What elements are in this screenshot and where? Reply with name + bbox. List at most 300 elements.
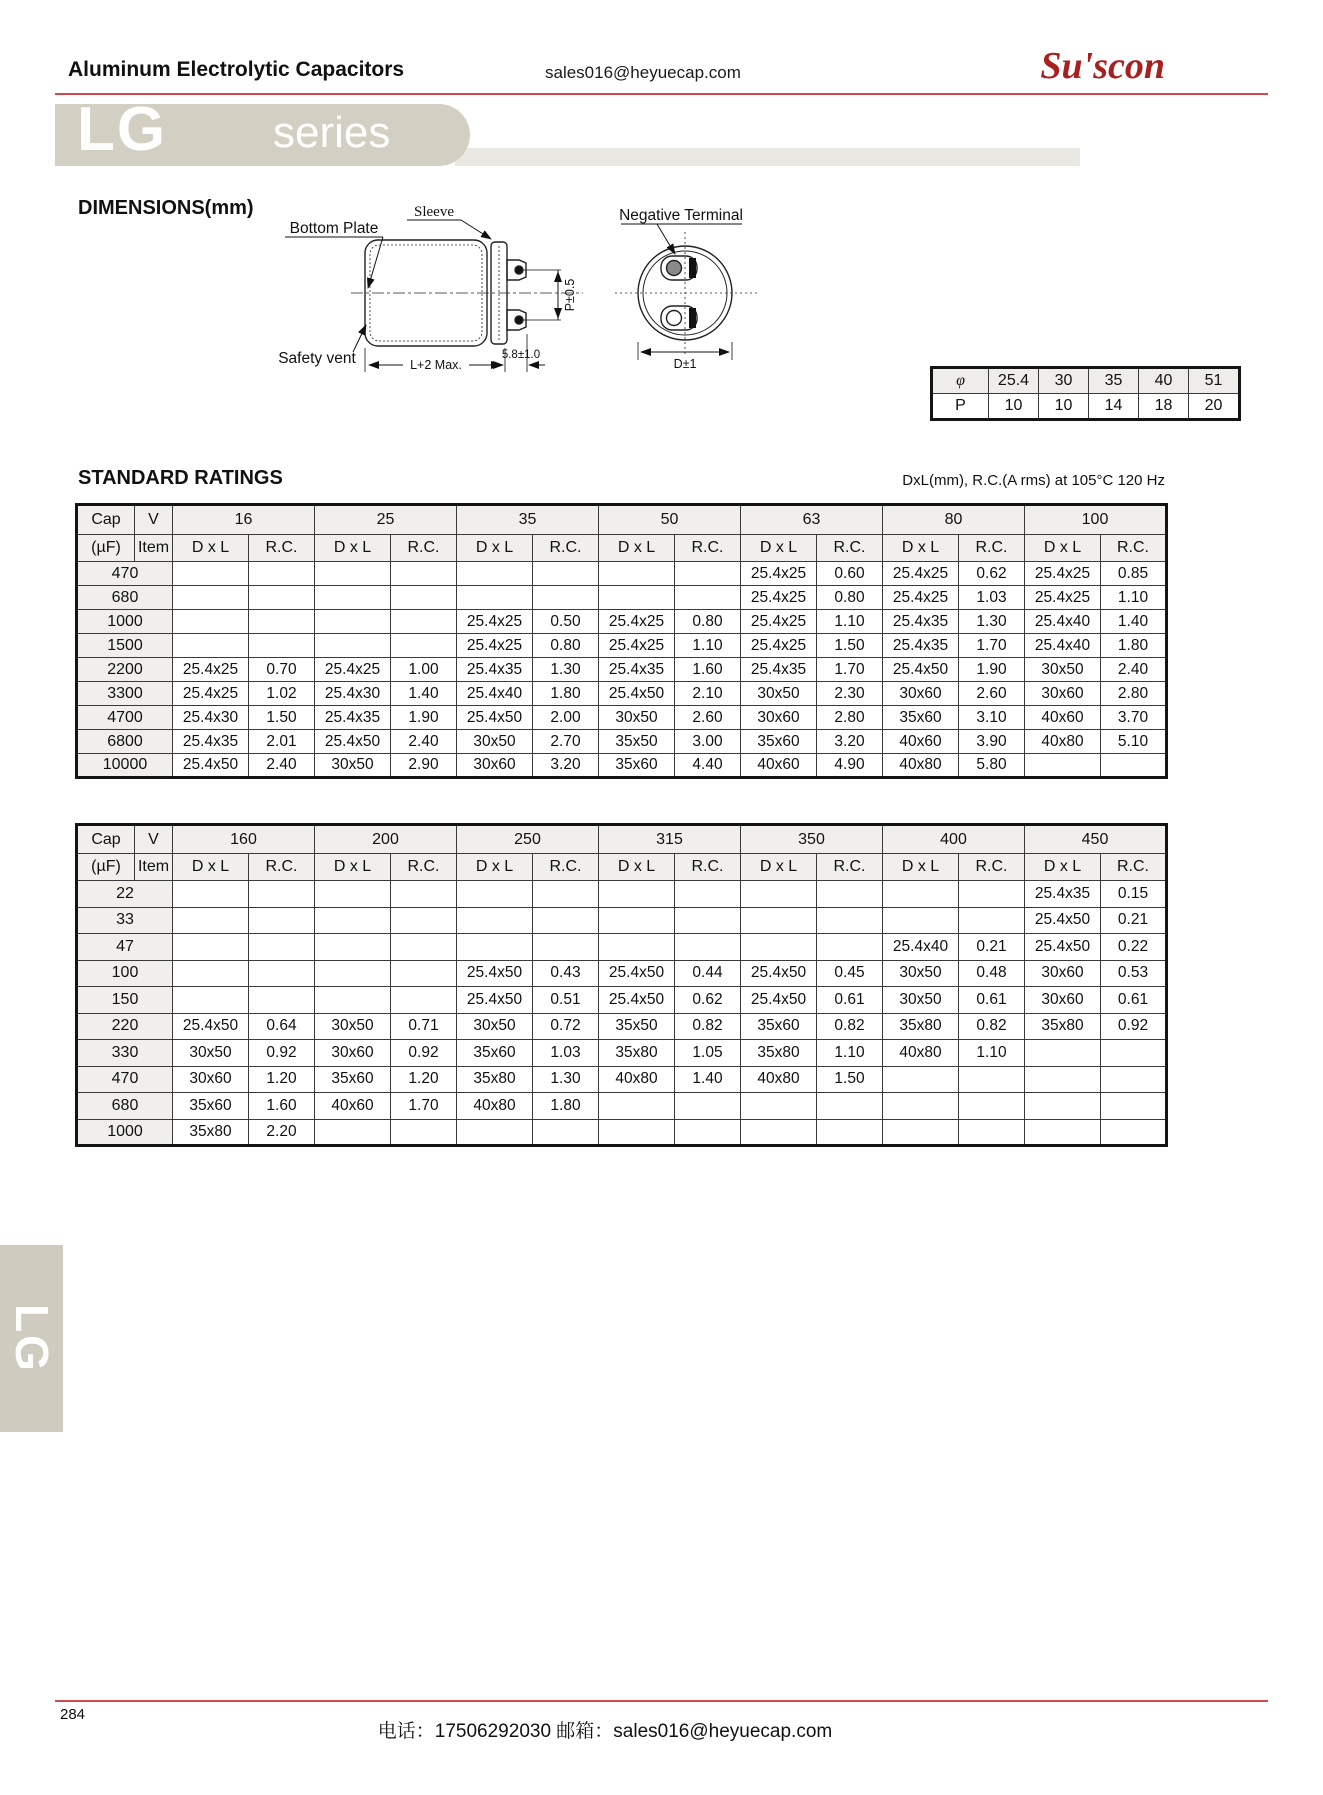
cap-value: 6800 — [77, 730, 173, 754]
rc-value — [249, 586, 315, 610]
table-row — [77, 682, 1167, 706]
rc-value: 0.43 — [533, 960, 599, 987]
diameter-dim-label: D±1 — [673, 357, 697, 371]
dxl-value: 30x60 — [883, 682, 959, 706]
dxl-value: 30x60 — [1025, 960, 1101, 987]
dxl-value: 35x60 — [741, 1013, 817, 1040]
rc-value: 0.60 — [817, 562, 883, 586]
rc-header: R.C. — [817, 535, 883, 562]
cap-value: 3300 — [77, 682, 173, 706]
rc-value — [391, 881, 457, 908]
dxl-value: 25.4x40 — [1025, 610, 1101, 634]
dxl-value — [1025, 754, 1101, 778]
dxl-value — [315, 634, 391, 658]
table-row — [77, 1013, 1167, 1040]
cap-value: 47 — [77, 934, 173, 961]
dxl-value: 40x80 — [883, 754, 959, 778]
rc-value: 1.03 — [533, 1040, 599, 1067]
dxl-value: 30x50 — [457, 1013, 533, 1040]
rc-value: 2.01 — [249, 730, 315, 754]
dxl-value: 25.4x50 — [741, 987, 817, 1014]
rc-header: R.C. — [817, 854, 883, 881]
dxl-value: 30x50 — [173, 1040, 249, 1067]
dxl-value: 25.4x50 — [599, 960, 675, 987]
rc-value: 0.61 — [1101, 987, 1167, 1014]
rc-value: 1.20 — [391, 1066, 457, 1093]
dxl-value: 25.4x25 — [883, 586, 959, 610]
rc-value: 3.20 — [533, 754, 599, 778]
rc-value: 1.60 — [675, 658, 741, 682]
dxl-value: 25.4x25 — [1025, 562, 1101, 586]
dxl-value: 30x60 — [315, 1040, 391, 1067]
dxl-value — [599, 1093, 675, 1120]
dxl-value — [457, 907, 533, 934]
dxl-value — [315, 881, 391, 908]
dxl-value: 30x60 — [1025, 987, 1101, 1014]
dxl-value: 30x60 — [741, 706, 817, 730]
rc-value — [817, 881, 883, 908]
dxl-value — [741, 1093, 817, 1120]
dxl-value: 35x50 — [599, 730, 675, 754]
dxl-value: 35x80 — [741, 1040, 817, 1067]
rc-header: R.C. — [1101, 854, 1167, 881]
ratings-table-high-voltage — [75, 823, 1168, 1147]
phi-value: 10 — [989, 394, 1039, 420]
rc-value — [1101, 1066, 1167, 1093]
rc-value: 4.40 — [675, 754, 741, 778]
rc-value: 2.10 — [675, 682, 741, 706]
dxl-header: D x L — [173, 854, 249, 881]
bottom-plate-label: Bottom Plate — [289, 220, 379, 237]
rc-value — [249, 610, 315, 634]
rc-value — [391, 610, 457, 634]
cap-value: 4700 — [77, 706, 173, 730]
rc-value — [817, 934, 883, 961]
dxl-value — [315, 562, 391, 586]
rc-header: R.C. — [391, 854, 457, 881]
rc-value: 0.82 — [817, 1013, 883, 1040]
banner-strip — [455, 148, 1080, 166]
dxl-value: 25.4x40 — [883, 934, 959, 961]
rc-header: R.C. — [391, 535, 457, 562]
rc-value: 2.20 — [249, 1119, 315, 1146]
rc-value: 1.30 — [959, 610, 1025, 634]
phi-table-row — [932, 394, 1240, 420]
dxl-value: 25.4x35 — [599, 658, 675, 682]
series-side-tab — [0, 1245, 63, 1432]
ratings-note: DxL(mm), R.C.(A rms) at 105°C 120 Hz — [902, 472, 1165, 489]
dxl-value — [457, 1119, 533, 1146]
dxl-value: 25.4x50 — [741, 960, 817, 987]
dxl-value: 25.4x50 — [457, 987, 533, 1014]
rc-value: 2.40 — [1101, 658, 1167, 682]
dxl-value: 40x60 — [741, 754, 817, 778]
rc-value: 3.20 — [817, 730, 883, 754]
table-row — [77, 1119, 1167, 1146]
rc-value: 2.60 — [959, 682, 1025, 706]
table-row — [77, 1040, 1167, 1067]
dxl-value: 35x80 — [599, 1040, 675, 1067]
dxl-value: 25.4x35 — [1025, 881, 1101, 908]
table-row — [77, 658, 1167, 682]
header-row — [77, 505, 1167, 535]
dxl-value: 25.4x25 — [741, 586, 817, 610]
dxl-value: 30x50 — [315, 1013, 391, 1040]
cap-value: 680 — [77, 1093, 173, 1120]
dxl-value: 35x60 — [741, 730, 817, 754]
series-banner — [55, 95, 470, 166]
dxl-value: 35x50 — [599, 1013, 675, 1040]
dxl-value — [599, 934, 675, 961]
dxl-value: 25.4x40 — [457, 682, 533, 706]
dxl-header: D x L — [173, 535, 249, 562]
dxl-header: D x L — [1025, 854, 1101, 881]
dxl-value: 30x50 — [741, 682, 817, 706]
rc-value: 1.70 — [817, 658, 883, 682]
voltage-header: 25 — [315, 505, 457, 535]
dxl-value: 25.4x30 — [315, 682, 391, 706]
rc-value: 0.51 — [533, 987, 599, 1014]
dxl-value — [173, 562, 249, 586]
cap-value: 1000 — [77, 610, 173, 634]
dimensions-heading: DIMENSIONS(mm) — [78, 197, 254, 219]
cap-value: 680 — [77, 586, 173, 610]
voltage-header: 63 — [741, 505, 883, 535]
rc-value: 2.40 — [249, 754, 315, 778]
table-row — [77, 1093, 1167, 1120]
rc-value: 1.70 — [391, 1093, 457, 1120]
dxl-value: 30x60 — [173, 1066, 249, 1093]
cap-value: 150 — [77, 987, 173, 1014]
dxl-value: 25.4x35 — [883, 610, 959, 634]
rc-value — [1101, 754, 1167, 778]
rc-value: 1.10 — [817, 610, 883, 634]
rc-value: 0.48 — [959, 960, 1025, 987]
length-dim-label: L+2 Max. — [410, 358, 462, 372]
phi-value: 18 — [1139, 394, 1189, 420]
cap-value: 470 — [77, 1066, 173, 1093]
dxl-value — [741, 907, 817, 934]
rc-value — [533, 881, 599, 908]
voltage-header: 50 — [599, 505, 741, 535]
dxl-value — [173, 987, 249, 1014]
rc-value — [391, 934, 457, 961]
dxl-value: 25.4x30 — [173, 706, 249, 730]
dxl-value: 30x50 — [457, 730, 533, 754]
table-row — [77, 934, 1167, 961]
rc-value — [249, 881, 315, 908]
rc-value — [533, 586, 599, 610]
dxl-value — [315, 610, 391, 634]
dxl-value: 35x60 — [599, 754, 675, 778]
rc-value: 1.10 — [1101, 586, 1167, 610]
dxl-value: 40x60 — [1025, 706, 1101, 730]
dxl-header: D x L — [883, 535, 959, 562]
rc-value — [675, 562, 741, 586]
dxl-value — [173, 634, 249, 658]
dxl-value: 25.4x50 — [315, 730, 391, 754]
rc-value: 0.62 — [959, 562, 1025, 586]
rc-value — [249, 987, 315, 1014]
rc-value: 1.00 — [391, 658, 457, 682]
rc-value: 1.90 — [959, 658, 1025, 682]
dxl-value: 35x60 — [457, 1040, 533, 1067]
rc-value: 1.40 — [391, 682, 457, 706]
dxl-value: 25.4x25 — [457, 610, 533, 634]
cap-value: 22 — [77, 881, 173, 908]
dxl-header: D x L — [741, 854, 817, 881]
rc-value — [675, 907, 741, 934]
dxl-value: 25.4x25 — [173, 658, 249, 682]
dxl-value: 25.4x50 — [457, 960, 533, 987]
header-row — [77, 854, 1167, 881]
rc-value: 1.60 — [249, 1093, 315, 1120]
rc-value — [675, 586, 741, 610]
rc-value — [675, 1093, 741, 1120]
rc-value — [675, 881, 741, 908]
rc-value — [533, 934, 599, 961]
negative-terminal-label: Negative Terminal — [619, 207, 743, 224]
rc-value — [959, 1119, 1025, 1146]
dxl-value: 40x80 — [599, 1066, 675, 1093]
dxl-header: D x L — [599, 854, 675, 881]
rc-value: 5.80 — [959, 754, 1025, 778]
rc-value: 0.71 — [391, 1013, 457, 1040]
rc-value: 4.90 — [817, 754, 883, 778]
cap-value: 330 — [77, 1040, 173, 1067]
table-row — [77, 730, 1167, 754]
dxl-value — [173, 934, 249, 961]
dxl-value — [457, 586, 533, 610]
ratings-heading: STANDARD RATINGS — [78, 467, 283, 489]
rc-value: 3.00 — [675, 730, 741, 754]
cap-header: Cap — [77, 505, 135, 535]
phi-row-label: P — [932, 394, 989, 420]
dxl-value: 30x50 — [315, 754, 391, 778]
voltage-header: 315 — [599, 825, 741, 854]
table-row — [77, 987, 1167, 1014]
dxl-value: 25.4x25 — [173, 682, 249, 706]
rc-value: 0.70 — [249, 658, 315, 682]
rc-value — [391, 634, 457, 658]
rc-value — [391, 907, 457, 934]
dxl-value: 25.4x50 — [599, 682, 675, 706]
rc-header: R.C. — [959, 854, 1025, 881]
table-row — [77, 907, 1167, 934]
rc-value — [959, 907, 1025, 934]
dxl-value — [599, 907, 675, 934]
uf-header: (µF) — [77, 854, 135, 881]
dxl-value: 35x60 — [315, 1066, 391, 1093]
dxl-value: 35x60 — [173, 1093, 249, 1120]
dxl-value — [1025, 1040, 1101, 1067]
dxl-value — [457, 881, 533, 908]
dxl-value — [883, 907, 959, 934]
rc-header: R.C. — [675, 535, 741, 562]
phi-value: 40 — [1139, 368, 1189, 394]
dxl-value: 25.4x50 — [457, 706, 533, 730]
rc-value: 0.61 — [817, 987, 883, 1014]
voltage-header: 16 — [173, 505, 315, 535]
rc-value: 0.92 — [249, 1040, 315, 1067]
cap-value: 470 — [77, 562, 173, 586]
dxl-value — [883, 1093, 959, 1120]
dxl-value: 25.4x25 — [599, 610, 675, 634]
rc-value: 0.80 — [817, 586, 883, 610]
dxl-value: 30x60 — [457, 754, 533, 778]
series-code: LG — [77, 95, 168, 164]
brand-logo: Su'scon — [1040, 45, 1165, 87]
rc-value — [675, 934, 741, 961]
series-side-tab-label: LG — [5, 1303, 58, 1374]
table-row — [77, 634, 1167, 658]
dxl-value: 25.4x50 — [599, 987, 675, 1014]
rc-value: 0.92 — [391, 1040, 457, 1067]
rc-value: 0.44 — [675, 960, 741, 987]
dxl-value: 35x60 — [883, 706, 959, 730]
voltage-header: 450 — [1025, 825, 1167, 854]
rc-value: 0.92 — [1101, 1013, 1167, 1040]
rc-value: 2.90 — [391, 754, 457, 778]
rc-value — [675, 1119, 741, 1146]
phi-value: 51 — [1189, 368, 1240, 394]
dxl-value: 25.4x50 — [1025, 907, 1101, 934]
rc-value — [959, 881, 1025, 908]
dxl-header: D x L — [457, 535, 533, 562]
dxl-value: 25.4x25 — [599, 634, 675, 658]
rc-value — [959, 1093, 1025, 1120]
dxl-header: D x L — [883, 854, 959, 881]
dxl-value: 25.4x35 — [741, 658, 817, 682]
footer-rule — [55, 1700, 1268, 1702]
dxl-value: 25.4x25 — [315, 658, 391, 682]
rc-value: 1.40 — [1101, 610, 1167, 634]
dxl-value: 35x80 — [1025, 1013, 1101, 1040]
dxl-value: 25.4x25 — [1025, 586, 1101, 610]
dxl-value: 25.4x35 — [173, 730, 249, 754]
rc-value: 0.64 — [249, 1013, 315, 1040]
dxl-value — [741, 934, 817, 961]
safety-vent-label: Safety vent — [278, 350, 356, 367]
dxl-value: 25.4x25 — [883, 562, 959, 586]
rc-value — [249, 907, 315, 934]
dxl-value: 25.4x25 — [741, 562, 817, 586]
rc-value: 1.10 — [675, 634, 741, 658]
item-header: Item — [135, 535, 173, 562]
dxl-value: 25.4x50 — [1025, 934, 1101, 961]
rc-value: 0.82 — [959, 1013, 1025, 1040]
rc-header: R.C. — [1101, 535, 1167, 562]
rc-value: 1.40 — [675, 1066, 741, 1093]
rc-value: 1.50 — [817, 1066, 883, 1093]
dxl-value: 30x50 — [883, 987, 959, 1014]
rc-value — [391, 562, 457, 586]
rc-value: 1.80 — [533, 1093, 599, 1120]
rc-value: 3.10 — [959, 706, 1025, 730]
capacitor-drawing — [265, 202, 780, 387]
dxl-header: D x L — [457, 854, 533, 881]
table-row — [77, 562, 1167, 586]
dxl-value: 35x80 — [173, 1119, 249, 1146]
dxl-header: D x L — [315, 854, 391, 881]
dxl-value — [173, 881, 249, 908]
rc-value: 1.10 — [959, 1040, 1025, 1067]
rc-value — [1101, 1040, 1167, 1067]
header-email: sales016@heyuecap.com — [545, 63, 741, 82]
header-rule — [55, 93, 1268, 95]
dxl-value — [1025, 1119, 1101, 1146]
phi-value: 25.4 — [989, 368, 1039, 394]
rc-value — [533, 562, 599, 586]
series-label: series — [273, 108, 391, 157]
rc-value: 0.85 — [1101, 562, 1167, 586]
dxl-value — [315, 960, 391, 987]
table-row — [77, 706, 1167, 730]
rc-value — [249, 960, 315, 987]
voltage-header: 400 — [883, 825, 1025, 854]
rc-value: 2.30 — [817, 682, 883, 706]
rc-value: 2.40 — [391, 730, 457, 754]
rc-value: 1.10 — [817, 1040, 883, 1067]
rc-value: 0.72 — [533, 1013, 599, 1040]
dxl-value — [173, 907, 249, 934]
dxl-value: 25.4x50 — [883, 658, 959, 682]
dxl-value — [315, 907, 391, 934]
dxl-value — [315, 586, 391, 610]
rc-header: R.C. — [533, 535, 599, 562]
dxl-value — [173, 610, 249, 634]
rc-value — [1101, 1093, 1167, 1120]
rc-value — [959, 1066, 1025, 1093]
voltage-header: 80 — [883, 505, 1025, 535]
dxl-value — [599, 586, 675, 610]
rc-value — [391, 1119, 457, 1146]
rc-value — [249, 562, 315, 586]
rc-value: 0.61 — [959, 987, 1025, 1014]
cap-value: 1500 — [77, 634, 173, 658]
dxl-value — [741, 881, 817, 908]
rc-value: 0.53 — [1101, 960, 1167, 987]
rc-header: R.C. — [959, 535, 1025, 562]
phi-p-table — [930, 366, 1241, 421]
voltage-header: 250 — [457, 825, 599, 854]
phi-value: 10 — [1039, 394, 1089, 420]
rc-header: R.C. — [675, 854, 741, 881]
rc-value: 0.80 — [675, 610, 741, 634]
voltage-header: 200 — [315, 825, 457, 854]
dxl-value: 40x80 — [457, 1093, 533, 1120]
rc-value: 1.30 — [533, 1066, 599, 1093]
rc-value — [817, 1119, 883, 1146]
lead-dim-label: 5.8±1.0 — [501, 349, 541, 361]
dxl-value: 40x80 — [1025, 730, 1101, 754]
rc-value — [817, 1093, 883, 1120]
page-title: Aluminum Electrolytic Capacitors — [68, 58, 405, 81]
rc-value: 0.80 — [533, 634, 599, 658]
dxl-value — [741, 1119, 817, 1146]
dxl-value: 25.4x50 — [173, 1013, 249, 1040]
rc-value: 0.22 — [1101, 934, 1167, 961]
cap-value: 2200 — [77, 658, 173, 682]
rc-value: 0.62 — [675, 987, 741, 1014]
dxl-value: 25.4x25 — [457, 634, 533, 658]
dxl-value — [457, 934, 533, 961]
dxl-value: 25.4x50 — [173, 754, 249, 778]
phi-row-label: φ — [932, 368, 989, 394]
page-number: 284 — [60, 1706, 86, 1723]
dxl-value: 25.4x35 — [883, 634, 959, 658]
cap-header: Cap — [77, 825, 135, 854]
